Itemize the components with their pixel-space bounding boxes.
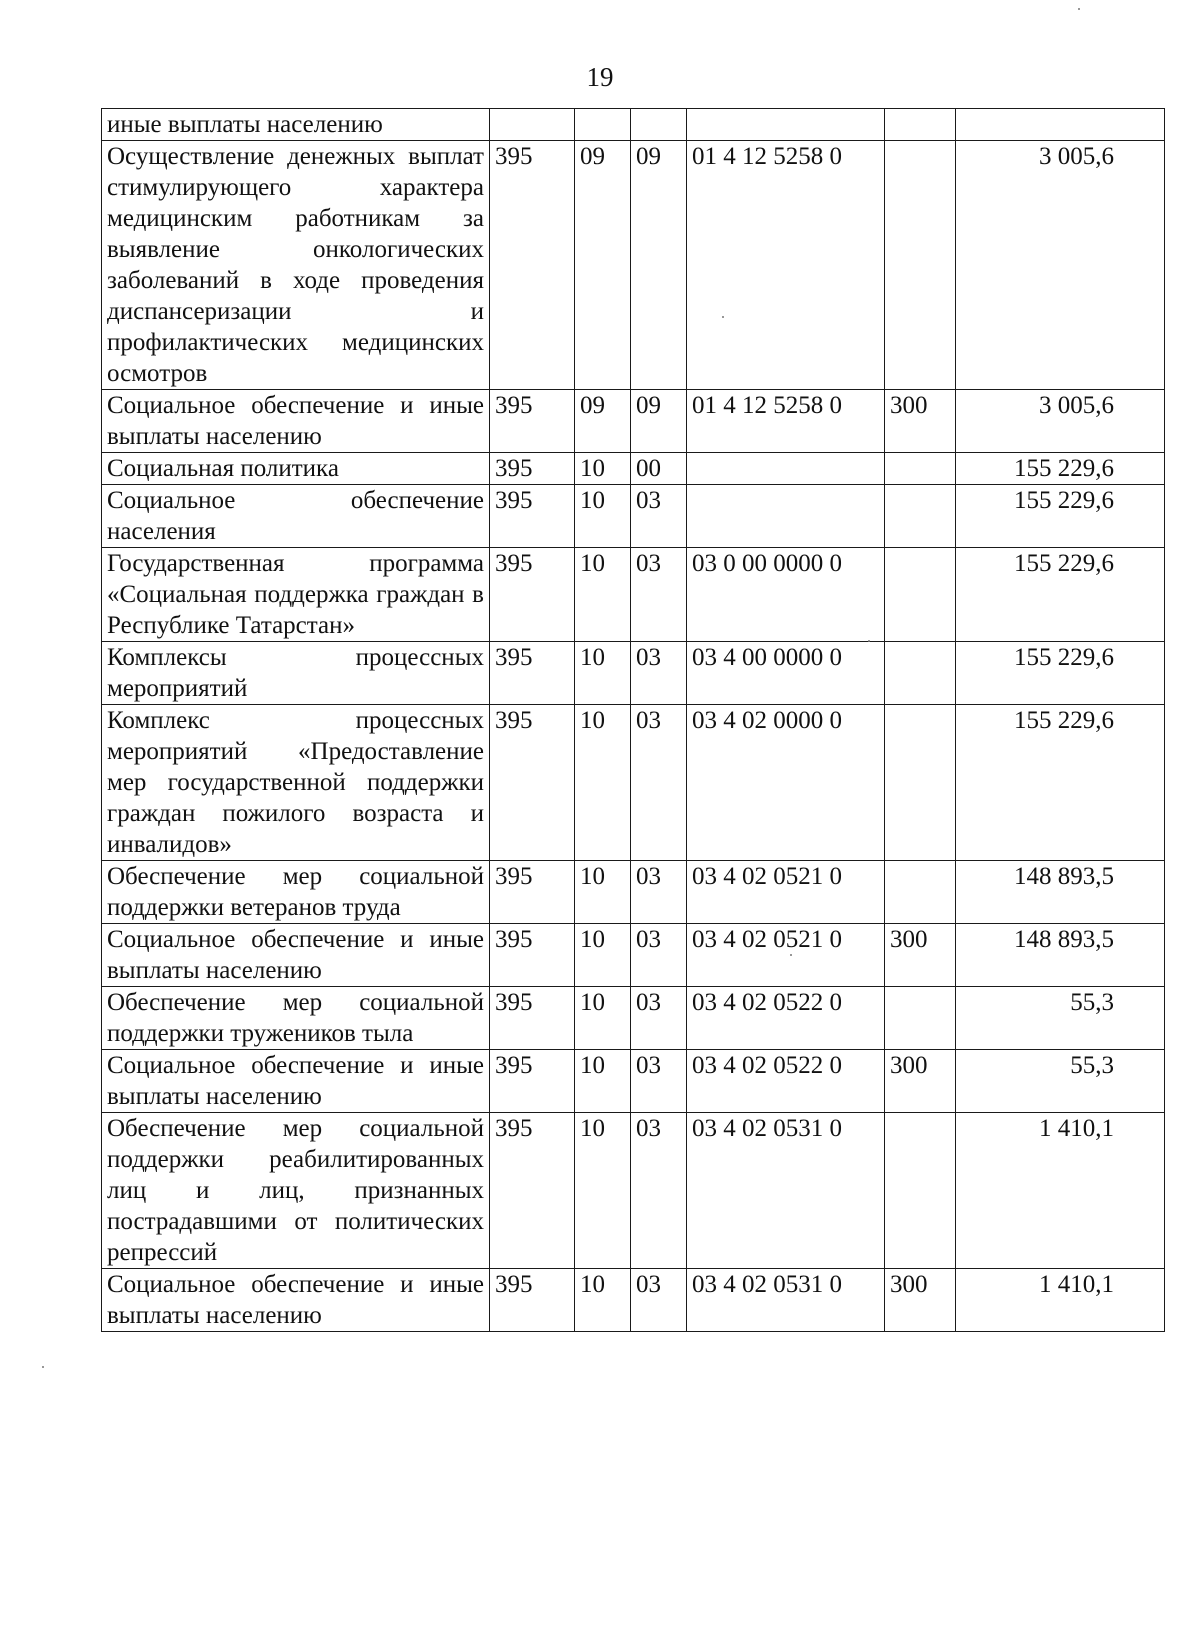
row-name: Социальное обеспечение населения xyxy=(102,485,490,548)
row-admin-code: 395 xyxy=(490,1269,575,1332)
table-row xyxy=(102,705,1165,861)
row-amount: 155 229,6 xyxy=(956,485,1165,548)
row-section-code xyxy=(575,109,631,141)
row-subsection-code: 03 xyxy=(631,548,687,642)
row-section-code: 09 xyxy=(575,390,631,453)
row-expense-type xyxy=(885,141,956,390)
row-subsection-code: 00 xyxy=(631,453,687,485)
budget-table-body xyxy=(102,109,1165,1332)
row-admin-code: 395 xyxy=(490,1050,575,1113)
row-name: Обеспечение мер социальной поддержки тружеников тыла xyxy=(102,987,490,1050)
row-target-code: 03 4 02 0531 0 xyxy=(687,1113,885,1269)
row-subsection-code: 03 xyxy=(631,861,687,924)
budget-table xyxy=(101,108,1165,1332)
row-expense-type: 300 xyxy=(885,1050,956,1113)
row-amount: 55,3 xyxy=(956,987,1165,1050)
row-admin-code: 395 xyxy=(490,485,575,548)
row-admin-code: 395 xyxy=(490,987,575,1050)
row-name: иные выплаты населению xyxy=(102,109,490,141)
row-admin-code: 395 xyxy=(490,705,575,861)
row-expense-type xyxy=(885,642,956,705)
row-expense-type xyxy=(885,987,956,1050)
row-section-code: 10 xyxy=(575,987,631,1050)
row-expense-type: 300 xyxy=(885,1269,956,1332)
row-target-code: 03 4 00 0000 0 xyxy=(687,642,885,705)
row-admin-code xyxy=(490,109,575,141)
row-section-code: 10 xyxy=(575,485,631,548)
row-subsection-code: 03 xyxy=(631,485,687,548)
row-subsection-code: 03 xyxy=(631,705,687,861)
table-row xyxy=(102,924,1165,987)
scan-speck xyxy=(1078,8,1080,10)
row-name: Комплексы процессных мероприятий xyxy=(102,642,490,705)
row-target-code: 01 4 12 5258 0 xyxy=(687,141,885,390)
row-section-code: 10 xyxy=(575,1050,631,1113)
table-row xyxy=(102,109,1165,141)
scan-speck xyxy=(790,954,792,956)
row-admin-code: 395 xyxy=(490,861,575,924)
row-amount: 1 410,1 xyxy=(956,1269,1165,1332)
table-row xyxy=(102,390,1165,453)
row-expense-type xyxy=(885,485,956,548)
row-section-code: 10 xyxy=(575,1269,631,1332)
row-subsection-code: 03 xyxy=(631,924,687,987)
row-name: Социальное обеспечение и иные выплаты населению xyxy=(102,924,490,987)
row-subsection-code: 03 xyxy=(631,1269,687,1332)
row-name: Социальное обеспечение и иные выплаты населению xyxy=(102,1050,490,1113)
row-name: Социальное обеспечение и иные выплаты населению xyxy=(102,1269,490,1332)
scan-speck xyxy=(868,640,870,642)
row-target-code xyxy=(687,453,885,485)
row-section-code: 10 xyxy=(575,705,631,861)
table-row xyxy=(102,1050,1165,1113)
row-admin-code: 395 xyxy=(490,390,575,453)
page-number: 19 xyxy=(586,62,614,92)
row-admin-code: 395 xyxy=(490,924,575,987)
row-target-code xyxy=(687,109,885,141)
table-row xyxy=(102,485,1165,548)
row-subsection-code: 03 xyxy=(631,1050,687,1113)
scan-speck xyxy=(722,316,724,318)
row-admin-code: 395 xyxy=(490,548,575,642)
table-row xyxy=(102,548,1165,642)
row-target-code: 03 4 02 0521 0 xyxy=(687,924,885,987)
table-row xyxy=(102,861,1165,924)
row-admin-code: 395 xyxy=(490,453,575,485)
row-target-code: 03 4 02 0000 0 xyxy=(687,705,885,861)
row-target-code: 03 0 00 0000 0 xyxy=(687,548,885,642)
row-expense-type xyxy=(885,453,956,485)
table-row xyxy=(102,453,1165,485)
row-subsection-code: 03 xyxy=(631,1113,687,1269)
table-row xyxy=(102,987,1165,1050)
table-row xyxy=(102,141,1165,390)
row-subsection-code: 03 xyxy=(631,642,687,705)
row-amount: 155 229,6 xyxy=(956,453,1165,485)
row-subsection-code: 09 xyxy=(631,141,687,390)
row-expense-type xyxy=(885,861,956,924)
row-section-code: 09 xyxy=(575,141,631,390)
row-section-code: 10 xyxy=(575,548,631,642)
row-expense-type xyxy=(885,1113,956,1269)
row-amount: 155 229,6 xyxy=(956,642,1165,705)
row-amount: 3 005,6 xyxy=(956,390,1165,453)
table-row xyxy=(102,642,1165,705)
row-amount: 1 410,1 xyxy=(956,1113,1165,1269)
row-subsection-code xyxy=(631,109,687,141)
row-target-code: 03 4 02 0522 0 xyxy=(687,987,885,1050)
row-target-code: 03 4 02 0531 0 xyxy=(687,1269,885,1332)
row-admin-code: 395 xyxy=(490,1113,575,1269)
row-target-code: 01 4 12 5258 0 xyxy=(687,390,885,453)
row-expense-type xyxy=(885,705,956,861)
row-admin-code: 395 xyxy=(490,141,575,390)
row-target-code xyxy=(687,485,885,548)
table-row xyxy=(102,1269,1165,1332)
row-subsection-code: 03 xyxy=(631,987,687,1050)
row-section-code: 10 xyxy=(575,642,631,705)
row-amount xyxy=(956,109,1165,141)
row-amount: 148 893,5 xyxy=(956,861,1165,924)
row-expense-type xyxy=(885,109,956,141)
table-row xyxy=(102,1113,1165,1269)
row-name: Социальное обеспечение и иные выплаты населению xyxy=(102,390,490,453)
row-amount: 155 229,6 xyxy=(956,705,1165,861)
row-target-code: 03 4 02 0522 0 xyxy=(687,1050,885,1113)
row-amount: 148 893,5 xyxy=(956,924,1165,987)
row-name: Комплекс процессных мероприятий «Предоставление мер государственной поддержки граждан пожилого возраста и инвалидов» xyxy=(102,705,490,861)
row-amount: 55,3 xyxy=(956,1050,1165,1113)
row-section-code: 10 xyxy=(575,924,631,987)
row-section-code: 10 xyxy=(575,1113,631,1269)
row-expense-type: 300 xyxy=(885,924,956,987)
row-section-code: 10 xyxy=(575,861,631,924)
scan-speck xyxy=(42,1366,44,1368)
row-amount: 3 005,6 xyxy=(956,141,1165,390)
row-name: Осуществление денежных выплат стимулирующего характера медицинским работникам за выявление онкологических заболеваний в ходе проведения диспансеризации и профилактических медицинских осмотров xyxy=(102,141,490,390)
row-expense-type: 300 xyxy=(885,390,956,453)
row-expense-type xyxy=(885,548,956,642)
row-section-code: 10 xyxy=(575,453,631,485)
row-amount: 155 229,6 xyxy=(956,548,1165,642)
row-admin-code: 395 xyxy=(490,642,575,705)
row-name: Социальная политика xyxy=(102,453,490,485)
row-name: Государственная программа «Социальная поддержка граждан в Республике Татарстан» xyxy=(102,548,490,642)
row-subsection-code: 09 xyxy=(631,390,687,453)
row-target-code: 03 4 02 0521 0 xyxy=(687,861,885,924)
row-name: Обеспечение мер социальной поддержки реабилитированных лиц и лиц, признанных пострадавшими от политических репрессий xyxy=(102,1113,490,1269)
row-name: Обеспечение мер социальной поддержки ветеранов труда xyxy=(102,861,490,924)
